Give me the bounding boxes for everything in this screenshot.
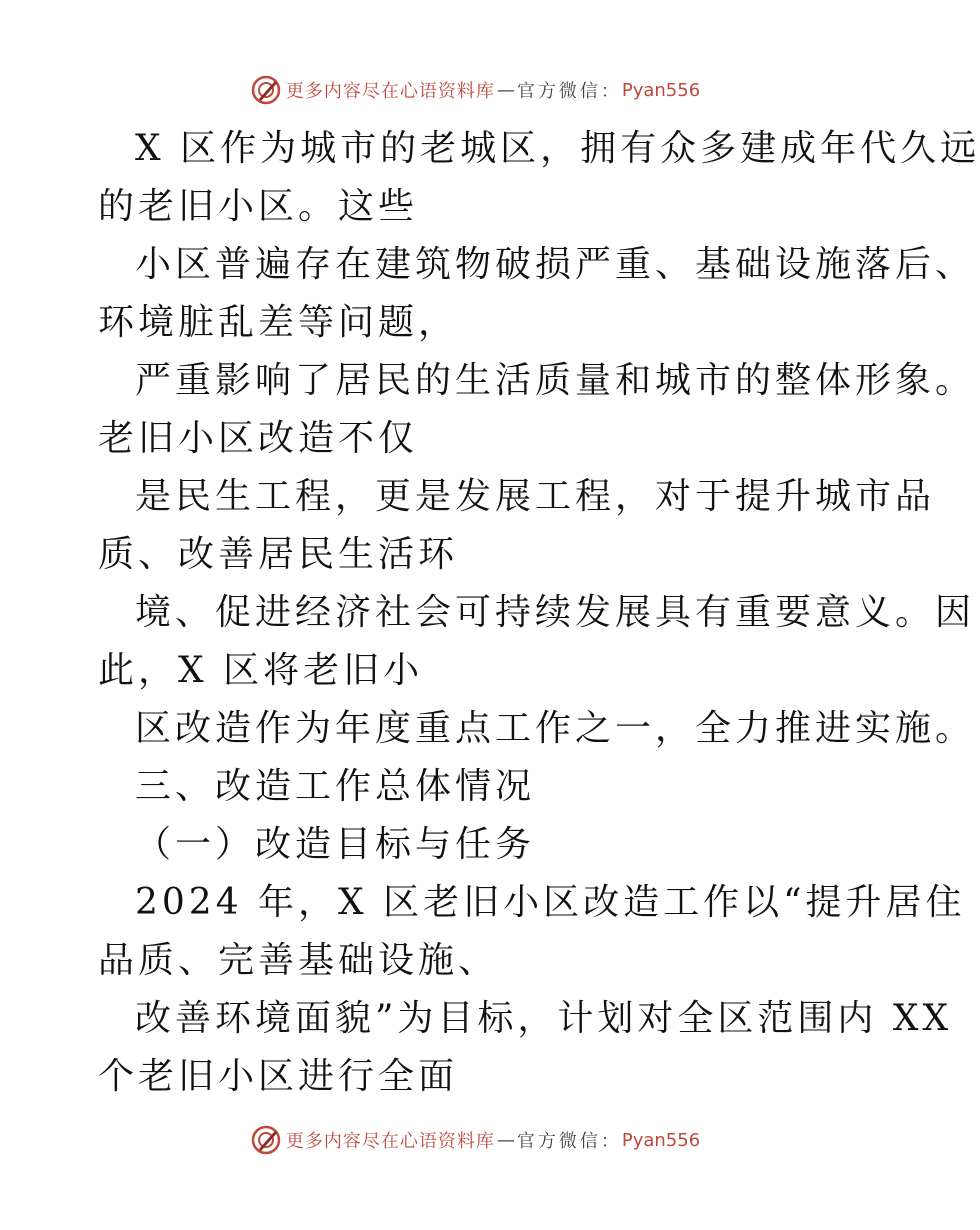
text-line: 质、改善居民生活环 [98, 534, 459, 575]
text-line: 境、促进经济社会可持续发展具有重要意义。因 [135, 592, 976, 633]
text-line: 三、改造工作总体情况 [135, 766, 536, 807]
text-line: X 区作为城市的老城区，拥有众多建成年代久远 [135, 128, 980, 169]
watermark-label: 官方微信： [516, 1131, 622, 1152]
watermark-dash: — [496, 79, 515, 101]
text-line: 严重影响了居民的生活质量和城市的整体形象。 [135, 360, 976, 401]
footer-watermark [0, 1120, 950, 1160]
text-line: 小区普遍存在建筑物破损严重、基础设施落后、 [135, 244, 976, 285]
text-line: 环境脏乱差等问题， [98, 302, 459, 343]
watermark-id: Pyan556 [621, 79, 701, 101]
brand-logo-icon [250, 1124, 282, 1156]
header-watermark [0, 70, 950, 110]
text-line: 品质、完善基础设施、 [98, 940, 499, 981]
text-line: 个老旧小区进行全面 [98, 1056, 459, 1097]
text-line: 此，X 区将老旧小 [98, 650, 424, 691]
text-line: 改善环境面貌”为目标，计划对全区范围内 XX [135, 998, 953, 1039]
text-line: 的老旧小区。这些 [98, 186, 419, 227]
watermark-label: 官方微信： [516, 81, 622, 102]
text-line: 是民生工程，更是发展工程，对于提升城市品 [135, 476, 936, 517]
watermark-brand: 更多内容尽在心语资料库 [285, 81, 495, 102]
brand-logo-icon [250, 74, 282, 106]
watermark-dash: — [496, 1129, 515, 1151]
text-line: 老旧小区改造不仅 [98, 418, 419, 459]
text-line: （一）改造目标与任务 [135, 824, 536, 865]
watermark-brand: 更多内容尽在心语资料库 [285, 1131, 495, 1152]
watermark-id: Pyan556 [621, 1129, 701, 1151]
text-line: 2024 年，X 区老旧小区改造工作以“提升居住 [135, 882, 966, 923]
text-line: 区改造作为年度重点工作之一，全力推进实施。 [135, 708, 976, 749]
